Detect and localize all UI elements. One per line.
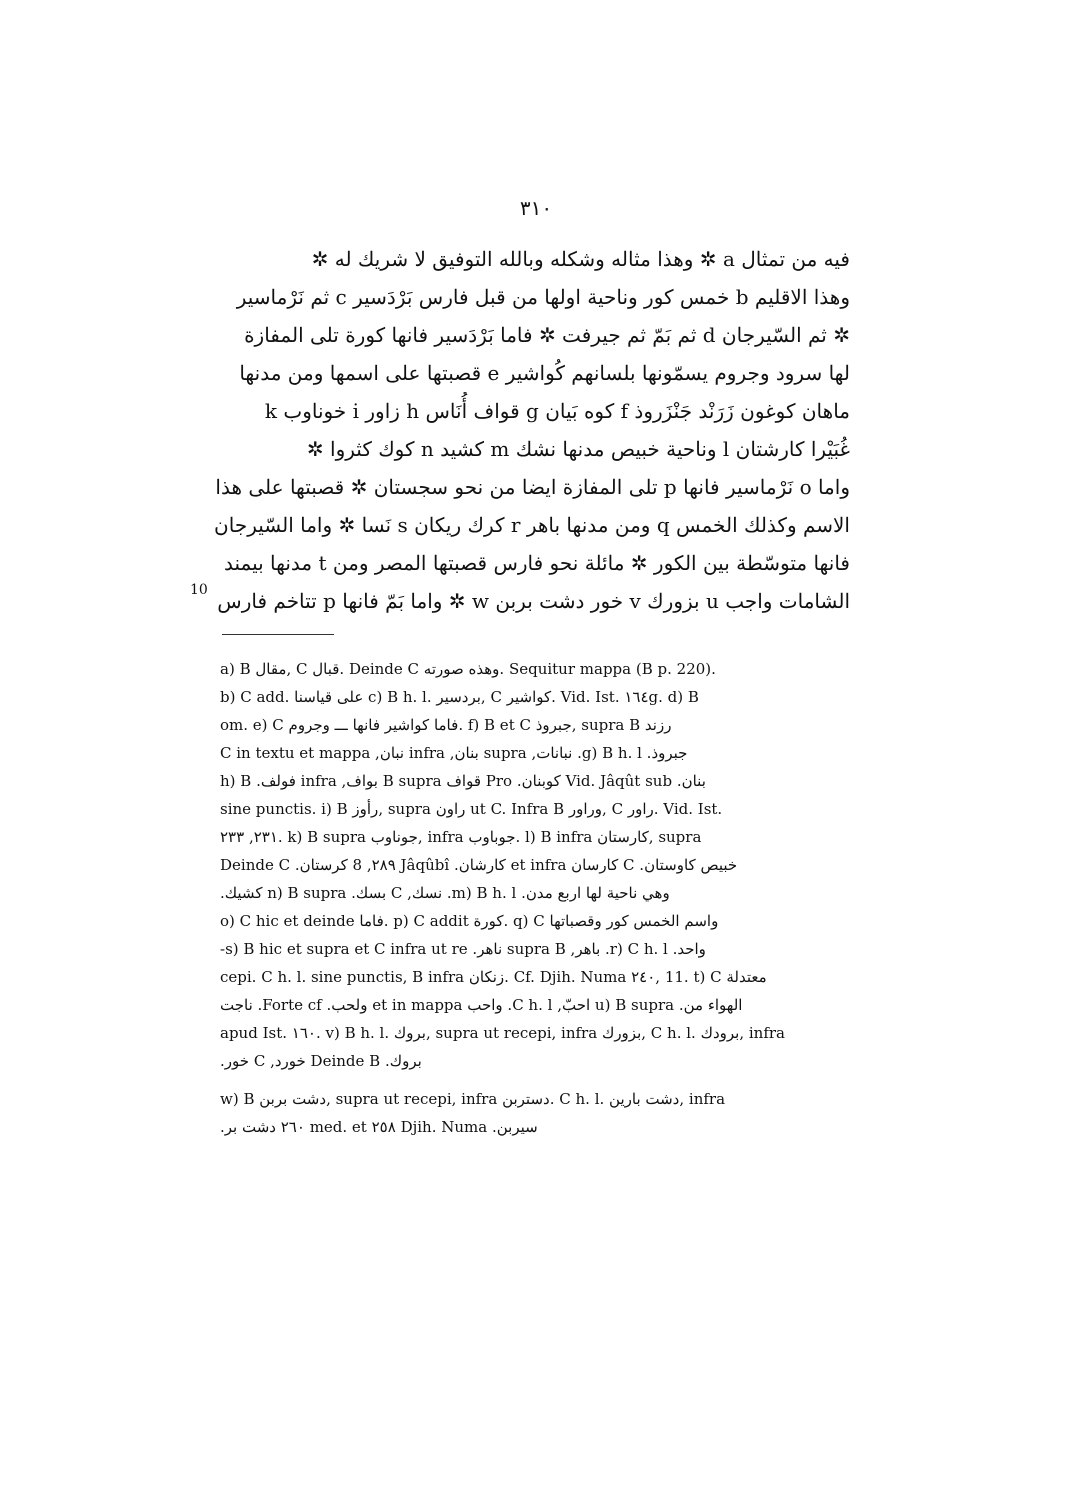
footnote-line: sine punctis. i) B رأوز, supra راون ut C. Infra B وراور, C راور. Vid. Ist. xyxy=(220,800,723,818)
footnote-divider xyxy=(222,634,334,635)
text-line: غُبَيْرا كارشتان ‪l‬ وناحية خبيص مدنها نشك ‪m‬ كشيد ‪n‬ كوك كثروا ✲ xyxy=(306,437,850,461)
text-line: لها سرود وجروم يسمّونها بلسانهم كُواشير ‪e‬ قصبتها على اسمها ومن مدنها xyxy=(239,361,850,385)
text-line: فانها متوسّطة بين الكور ✲ مائلة نحو فارس قصبتها المصر ومن ‪t‬ مدنها بيمند xyxy=(224,551,850,575)
footnote-line: واحد. r) C h. l. باهر, supra B ناهر. s) B hic et supra et C infra ut re- xyxy=(220,940,706,958)
footnote-line: o) C hic et deinde فاما. p) C addit كورة. q) C واسم الخمس كور وقصباتها xyxy=(220,912,719,930)
text-line: الشامات واجب ‪u‬ بزورك ‪v‬ خور دشت بربن ‪w‬ ✲ واما بَمّ فانها ‪p‬ تتاخم فارس xyxy=(217,589,850,613)
text-line: الاسم وكذلك الخمس ‪q‬ ومن مدنها باهر ‪r‬ كرك ريكان ‪s‬ نَسا ✲ واما السّيرجان xyxy=(214,513,850,537)
footnote-line: ٢٣١, ٢٣٣. k) B supra جوناوب, infra جوباوب. l) B infra كارستان, supra xyxy=(220,828,702,846)
footnote-line: وهي ناحية لها اربع مدن. m) B h. l. نسك, C بسك. n) B supra كشيك. xyxy=(220,884,670,902)
footnote-line: cepi. C h. l. sine punctis, B infra زنكان. Cf. Djih. Numa ٢٤٠, 11. t) C معتدلة xyxy=(220,968,767,986)
text-line: فيه من تمثال ‪a‬ ✲ وهذا مثاله وشكله وبالله التوفيق لا شريك له ✲ xyxy=(311,247,850,271)
footnote-line: سيربن. Djih. Numa ٢٥٨ med. et ٢٦٠ دشت بر. xyxy=(220,1118,538,1136)
footnote-line: w) B دشت بربن, supra ut recepi, infra دستربن. C h. l. دشت بارين, infra xyxy=(220,1090,726,1108)
footnote-line: om. e) C فاما كواشير فانها ـــ وجروم. f) B et C جبروذ, supra B رزند xyxy=(220,716,672,734)
footnote-line: خبيص كاوستان. C كارسان et infra كارشان. Jâqûbî ٢٨٩, 8 كرستان. Deinde C xyxy=(220,856,738,874)
text-line: ماهان كوغون زَرَنْد جَنْزَروذ ‪f‬ كوه بَيان ‪g‬ قواف أُنَاس ‪h‬ زاور ‪i‬ خوناوب ‪k‬ xyxy=(264,399,850,423)
footnote-line: apud Ist. ١٦٠. v) B h. l. بروك, supra ut recepi, infra بزورك, C h. l. برودك, infra xyxy=(220,1024,785,1042)
last-line-wrap xyxy=(190,582,850,620)
text-line: وهذا الاقليم ‪b‬ خمس كور وناحية اولها من قبل فارس بَرْدَسير ‪c‬ ثم نَرْماسير xyxy=(236,285,850,309)
footnote-line: بروك. Deinde B خورد, C خور. xyxy=(220,1052,422,1070)
page-number: ٣١٠ xyxy=(519,196,553,220)
main-text-block xyxy=(190,240,850,620)
text-line: ✲ ثم السّيرجان ‪d‬ ثم بَمّ ثم جيرفت ✲ فاما بَرْدَسير فانها كورة تلى المفازة xyxy=(244,323,850,347)
footnote-line: جبروذ. g) B h. l. نبانات, supra بنان, infra نبان, C in textu et mappa xyxy=(220,744,688,762)
footnote-line: a) B مقال, C قبال. Deinde C وهذه صورته. Sequitur mappa (B p. 220). xyxy=(220,660,716,678)
line-number: 10 xyxy=(190,582,208,598)
footnote-line: بنان. Vid. Jâqût sub كوبنان. Pro قواف B supra بواف, infra فولف. h) B xyxy=(220,772,706,790)
footnote-line: b) C add. على قياسنا c) B h. l. بردسير, C كواشير. Vid. Ist. ١٦٤g. d) B xyxy=(220,688,699,706)
text-line: واما ‪o‬ نَرْماسير فانها ‪p‬ تلى المفازة ايضا من نحو سجستان ✲ قصبتها على هذا xyxy=(215,475,850,499)
footnotes-block xyxy=(220,655,850,1141)
footnote-line: الهواء من. u) B supra احبّ, C h. l. واحب et in mappa ولحب. Forte cf. ناجت xyxy=(220,996,743,1014)
